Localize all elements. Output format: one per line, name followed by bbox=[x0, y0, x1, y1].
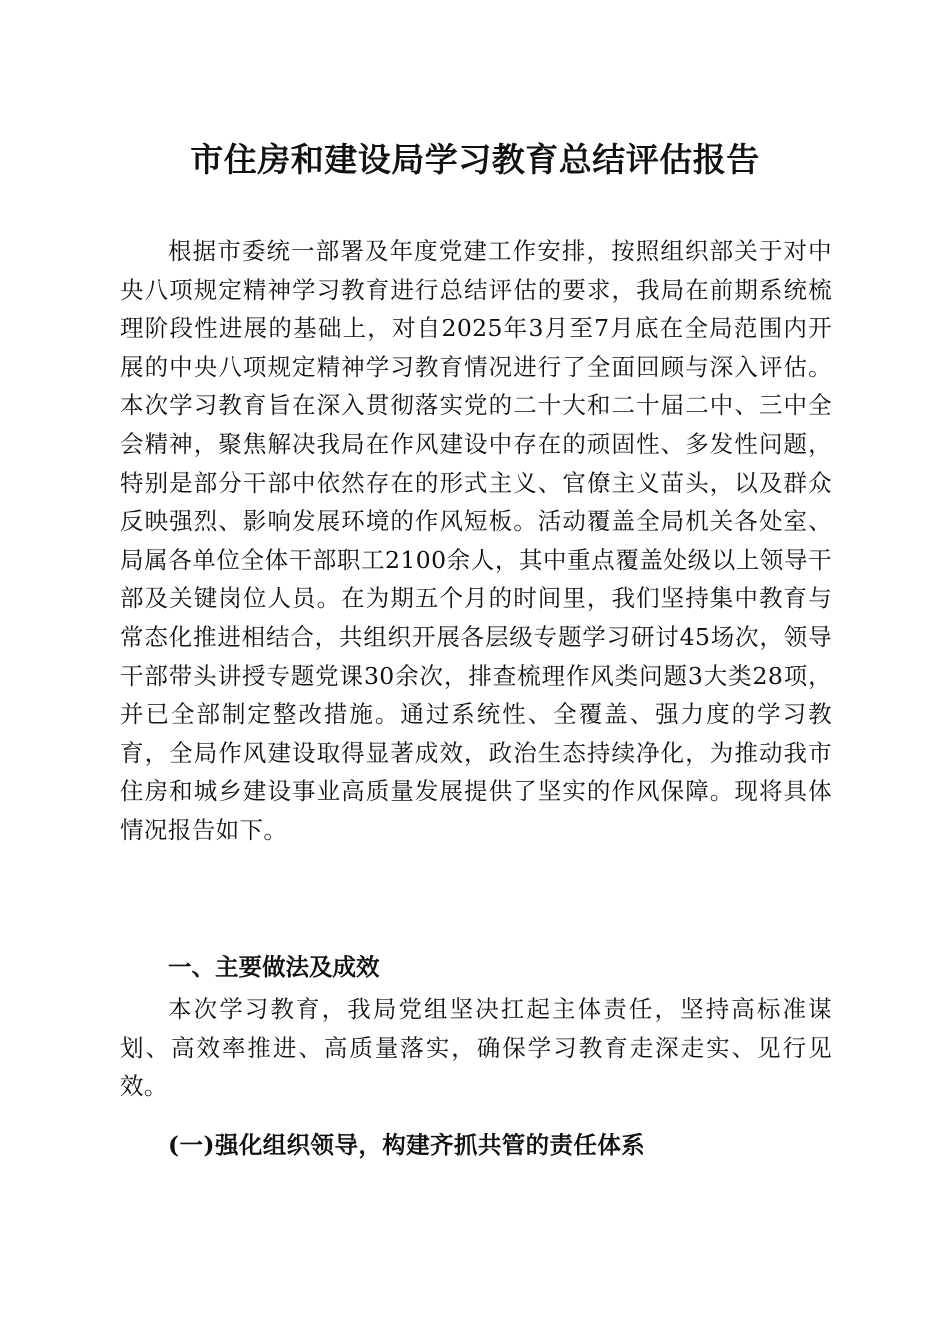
subsection-heading: (一)强化组织领导，构建齐抓共管的责任体系 bbox=[168, 1131, 646, 1159]
document-title: 市住房和建设局学习教育总结评估报告 bbox=[190, 140, 760, 179]
section-paragraph: 本次学习教育，我局党组坚决扛起主体责任，坚持高标准谋划、高效率推进、高质量落实，确保学习教育走深走实、见行见效。 bbox=[120, 995, 832, 1101]
section-heading: 一、主要做法及成效 bbox=[168, 953, 380, 981]
intro-paragraph: 根据市委统一部署及年度党建工作安排，按照组织部关于对中央八项规定精神学习教育进行总结评估的要求，我局在前期系统梳理阶段性进展的基础上，对自2025年3月至7月底在全局范围内开展的中央八项规定精神学习教育情况进行了全面回顾与深入评估。本次学习教育旨在深入贯彻落实党的二十大和二十届二中、三中全会精神，聚焦解决我局在作风建设中存在的顽固性、多发性问题，特别是部分干部中依然存在的形式主义、官僚主义苗头，以及群众反映强烈、影响发展环境的作风短板。活动覆盖全局机关各处室、局属各单位全体干部职工2100余人，其中重点覆盖处级以上领导干部及关键岗位人员。在为期五个月的时间里，我们坚持集中教育与常态化推进相结合，共组织开展各层级专题学习研讨45场次，领导干部带头讲授专题党课30余次，排查梳理作风类问题3大类28项，并已全部制定整改措施。通过系统性、全覆盖、强力度的学习教育，全局作风建设取得显著成效，政治生态持续净化，为推动我市住房和城乡建设事业高质量发展提供了坚实的作风保障。现将具体情况报告如下。 bbox=[120, 237, 832, 844]
